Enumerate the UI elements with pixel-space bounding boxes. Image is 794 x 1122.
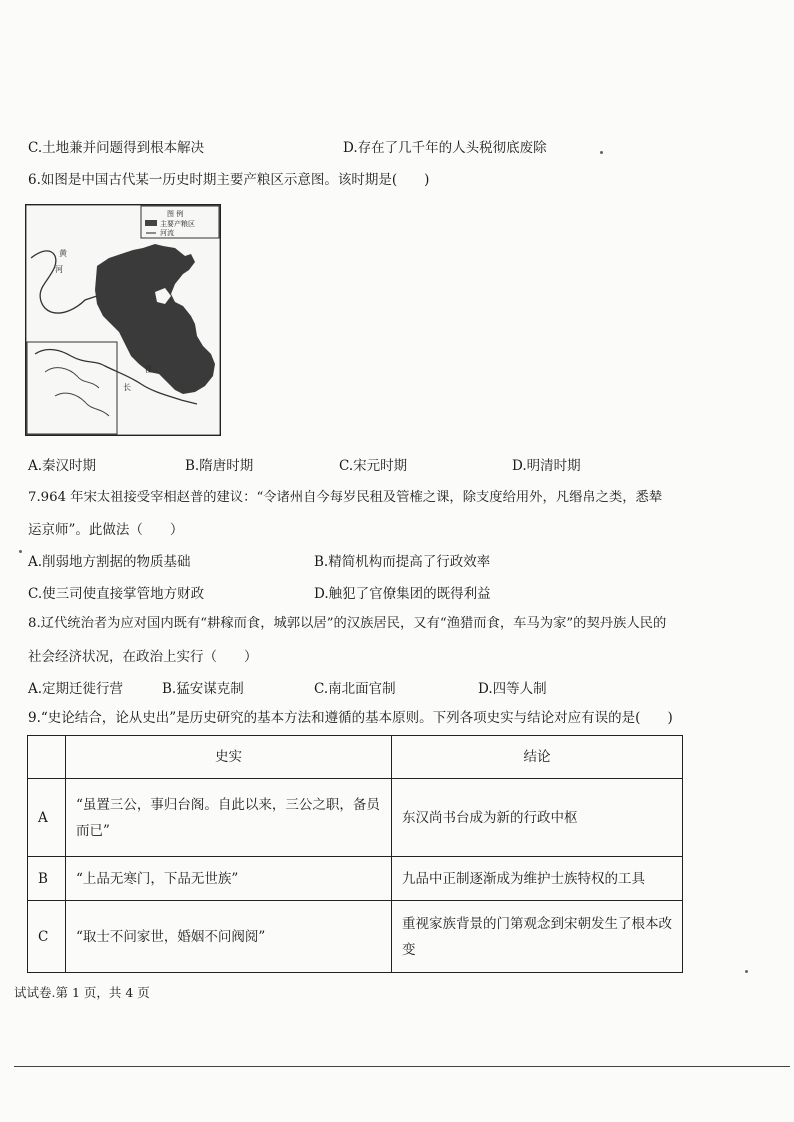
q5-option-c: C.土地兼并问题得到根本解决 — [28, 140, 205, 156]
q7-option-b: B.精简机构而提高了行政效率 — [314, 554, 491, 570]
row-fact: “虽置三公，事归台阁。自此以来，三公之职，备员而已” — [66, 779, 392, 857]
scan-speck — [745, 970, 748, 973]
table-row — [28, 901, 683, 973]
q6-option-c: C.宋元时期 — [339, 458, 408, 474]
q8-stem-line1: 8.辽代统治者为应对国内既有“耕稼而食，城郭以居”的汉族居民，又有“渔猎而食，车马为家”的契丹族人民的 — [28, 616, 667, 631]
q7-option-a: A.削弱地方割据的物质基础 — [28, 554, 191, 570]
q8-option-a: A.定期迁徙行营 — [28, 681, 124, 697]
table-row — [28, 857, 683, 901]
q7-stem-line1: 7.964 年宋太祖接受宰相赵普的建议：“令诸州自今每岁民租及管榷之课，除支度给用外，凡缗帛之类，悉辇 — [28, 490, 663, 505]
q8-option-d: D.四等人制 — [478, 681, 547, 697]
scan-speck — [600, 151, 603, 154]
q8-option-c: C.南北面官制 — [314, 681, 396, 697]
q6-stem: 6.如图是中国古代某一历史时期主要产粮区示意图。该时期是( ) — [28, 172, 430, 188]
map-label-jiang: 江 — [145, 365, 153, 374]
row-fact: “上品无寒门，下品无世族” — [66, 857, 392, 901]
q6-option-b: B.隋唐时期 — [185, 458, 254, 474]
map-label-huang: 黄 — [59, 249, 67, 258]
map-label-he: 河 — [55, 265, 63, 274]
q7-option-d: D.触犯了官僚集团的既得利益 — [314, 586, 491, 602]
q6-option-d: D.明清时期 — [512, 458, 581, 474]
q6-option-a: A.秦汉时期 — [28, 458, 97, 474]
row-label: A — [28, 779, 66, 857]
table-header-fact: 史实 — [66, 736, 392, 779]
row-fact: “取士不问家世，婚姻不问阀阅” — [66, 901, 392, 973]
page-footer: 试试卷.第 1 页，共 4 页 — [14, 985, 150, 1000]
q9-stem: 9.“史论结合，论从史出”是历史研究的基本方法和遵循的基本原则。下列各项史实与结论对应有误的是( ) — [28, 710, 673, 726]
table-header-label — [28, 736, 66, 779]
row-label: B — [28, 857, 66, 901]
legend-area-swatch — [145, 220, 157, 226]
grain-region-map — [25, 204, 221, 436]
row-conclusion: 九品中正制逐渐成为维护士族特权的工具 — [392, 857, 683, 901]
legend-title: 图 例 — [167, 210, 184, 218]
q7-stem-line2: 运京师”。此做法（ ） — [28, 522, 184, 538]
scan-speck — [19, 550, 22, 553]
legend-river-label: 河流 — [160, 229, 174, 237]
q8-stem-line2: 社会经济状况，在政治上实行（ ） — [28, 649, 258, 665]
q9-table — [27, 735, 683, 973]
legend-area-label: 主要产粮区 — [160, 220, 195, 228]
table-header-conclusion: 结论 — [392, 736, 683, 779]
row-conclusion: 东汉尚书台成为新的行政中枢 — [392, 779, 683, 857]
table-header-row — [28, 736, 683, 779]
map-label-chang: 长 — [123, 383, 131, 392]
q5-option-d: D.存在了几千年的人头税彻底废除 — [343, 140, 547, 156]
q7-option-c: C.使三司使直接掌管地方财政 — [28, 586, 205, 602]
row-conclusion: 重视家族背景的门第观念到宋朝发生了根本改变 — [392, 901, 683, 973]
q8-option-b: B.猛安谋克制 — [162, 681, 244, 697]
row-label: C — [28, 901, 66, 973]
footer-rule — [14, 1066, 790, 1067]
table-row — [28, 779, 683, 857]
